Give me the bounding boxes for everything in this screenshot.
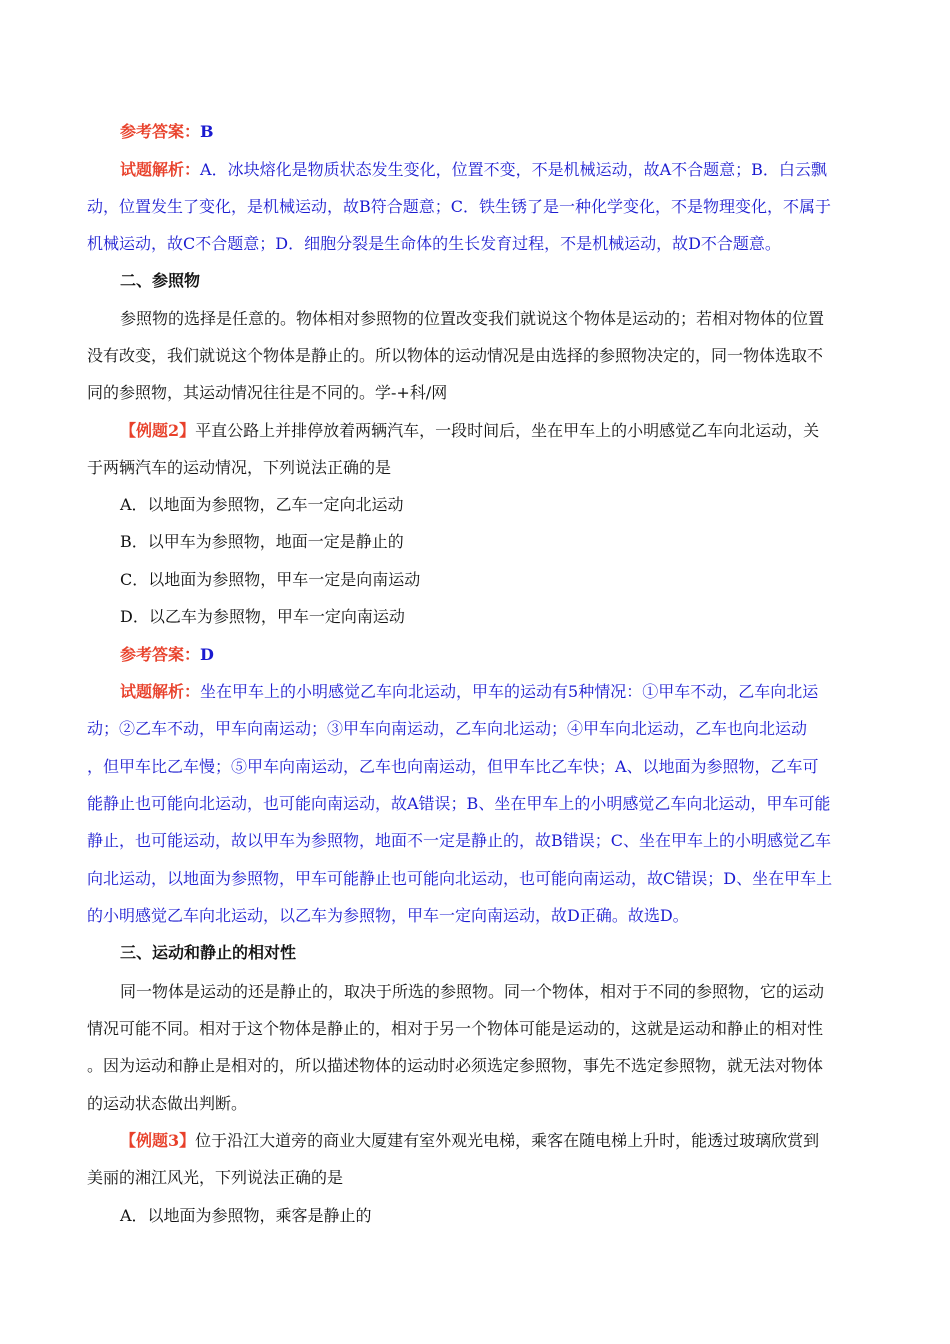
paragraph-line: 的运动状态做出判断。 <box>87 1094 248 1113</box>
analysis-line: 动；②乙车不动，甲车向南运动；③甲车向南运动，乙车向北运动；④甲车向北运动，乙车也向北运动 <box>87 719 808 738</box>
answer-value: B <box>200 122 214 141</box>
analysis-line: ，但甲车比乙车慢；⑤甲车向南运动，乙车也向南运动，但甲车比乙车快；A、以地面为参照物，乙车可 <box>87 757 819 776</box>
analysis-text: 坐在甲车上的小明感觉乙车向北运动，甲车的运动有5种情况：①甲车不动，乙车向北运 <box>200 682 819 701</box>
paragraph-line: 。因为运动和静止是相对的，所以描述物体的运动时必须选定参照物，事先不选定参照物，就无法对物体 <box>87 1056 824 1075</box>
answer-line-2 <box>120 644 214 666</box>
analysis-line: 动，位置发生了变化，是机械运动，故B符合题意；C．铁生锈了是一种化学变化，不是物理变化，不属于 <box>87 197 832 216</box>
option-a: A．以地面为参照物，乙车一定向北运动 <box>120 495 404 514</box>
analysis-label: 试题解析： <box>120 682 201 701</box>
example-tag: 【例题2】 <box>120 421 196 440</box>
option-a: A．以地面为参照物，乘客是静止的 <box>120 1206 372 1225</box>
section-heading: 二、参照物 <box>120 271 201 290</box>
question-line: 于两辆汽车的运动情况，下列说法正确的是 <box>87 458 392 477</box>
question-text: 平直公路上并排停放着两辆汽车，一段时间后，坐在甲车上的小明感觉乙车向北运动，关 <box>195 421 820 440</box>
answer-value: D <box>200 645 214 664</box>
analysis-line: 机械运动，故C不合题意；D．细胞分裂是生命体的生长发育过程，不是机械运动，故D不合题意。 <box>87 234 781 253</box>
analysis-line: 能静止也可能向北运动，也可能向南运动，故A错误；B、坐在甲车上的小明感觉乙车向北运动，甲车可能 <box>87 794 831 813</box>
example-question <box>120 1130 819 1152</box>
paragraph-line: 情况可能不同。相对于这个物体是静止的，相对于另一个物体可能是运动的，这就是运动和静止的相对性 <box>87 1019 824 1038</box>
question-text: 位于沿江大道旁的商业大厦建有室外观光电梯，乘客在随电梯上升时，能透过玻璃欣赏到 <box>195 1131 820 1150</box>
paragraph-line: 没有改变，我们就说这个物体是静止的。所以物体的运动情况是由选择的参照物决定的，同一物体选取不 <box>87 346 824 365</box>
analysis-line: 向北运动，以地面为参照物，甲车可能静止也可能向北运动，也可能向南运动，故C错误；D、坐在甲车上 <box>87 869 833 888</box>
analysis-line: 的小明感觉乙车向北运动，以乙车为参照物，甲车一定向南运动，故D正确。故选D。 <box>87 906 689 925</box>
section-heading: 三、运动和静止的相对性 <box>120 943 297 962</box>
paragraph-line: 参照物的选择是任意的。物体相对参照物的位置改变我们就说这个物体是运动的；若相对物体的位置 <box>120 309 825 328</box>
option-b: B．以甲车为参照物，地面一定是静止的 <box>120 532 404 551</box>
analysis-line: 静止，也可能运动，故以甲车为参照物，地面不一定是静止的，故B错误；C、坐在甲车上的小明感觉乙车 <box>87 831 832 850</box>
question-line: 美丽的湘江风光，下列说法正确的是 <box>87 1168 344 1187</box>
example-question <box>120 420 819 442</box>
answer-label: 参考答案： <box>120 122 201 141</box>
option-c: C．以地面为参照物，甲车一定是向南运动 <box>120 570 421 589</box>
analysis-line <box>120 681 818 703</box>
analysis-text: A．冰块熔化是物质状态发生变化，位置不变，不是机械运动，故A不合题意；B．白云飘 <box>200 160 827 179</box>
answer-label: 参考答案： <box>120 645 201 664</box>
analysis-label: 试题解析： <box>120 160 201 179</box>
paragraph-line: 同的参照物，其运动情况往往是不同的。学-+科/网 <box>87 383 448 402</box>
answer-line-1 <box>120 121 214 143</box>
example-tag: 【例题3】 <box>120 1131 196 1150</box>
option-d: D．以乙车为参照物，甲车一定向南运动 <box>120 607 405 626</box>
analysis-line <box>120 159 827 181</box>
paragraph-line: 同一物体是运动的还是静止的，取决于所选的参照物。同一个物体，相对于不同的参照物，它的运动 <box>120 982 825 1001</box>
